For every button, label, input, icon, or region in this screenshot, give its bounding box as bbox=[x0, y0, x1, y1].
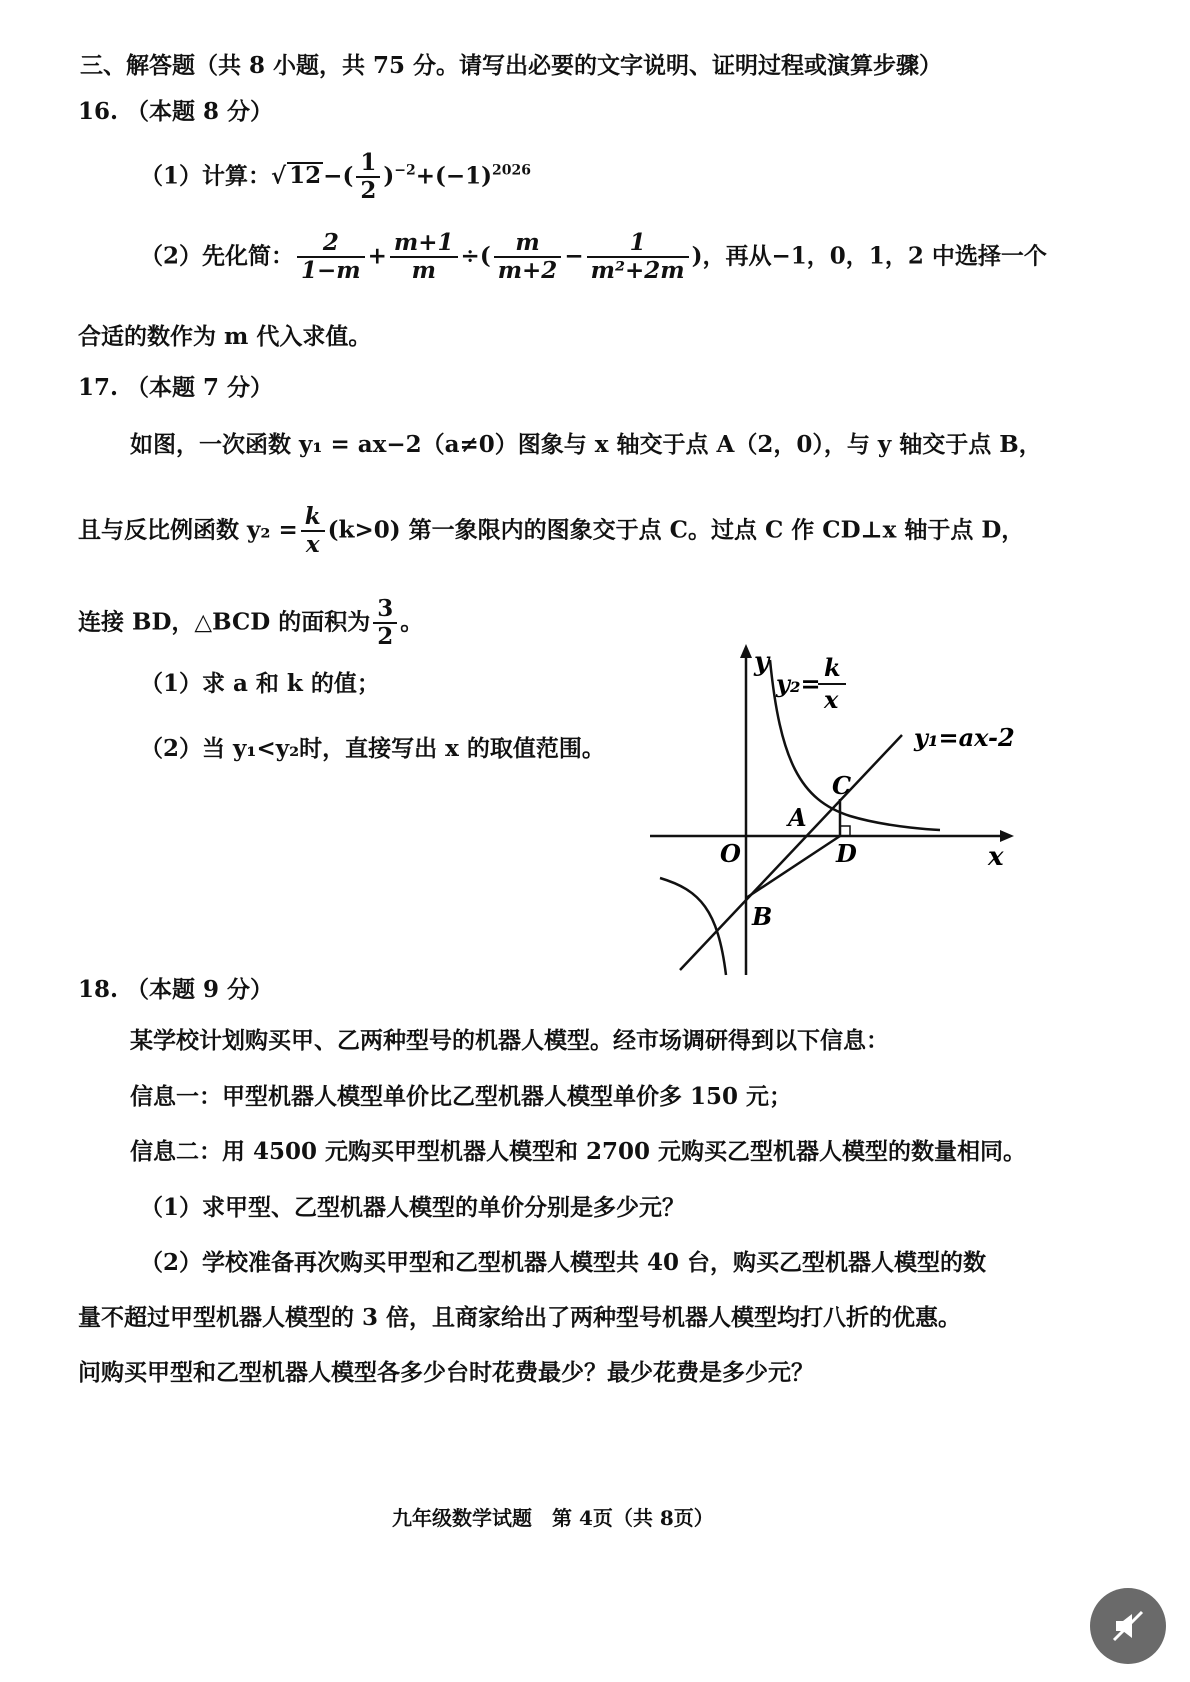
label-y2-den: x bbox=[824, 685, 839, 714]
fraction-den: m bbox=[411, 257, 436, 285]
line-y1 bbox=[680, 735, 902, 970]
page-footer: 九年级数学试题 第 4页（共 8页） bbox=[392, 1506, 714, 1530]
fraction-num: m bbox=[494, 230, 562, 258]
fraction-k-over-x bbox=[301, 504, 325, 559]
label-x: x bbox=[988, 842, 1004, 872]
q18-sub2-line1: （2）学校准备再次购买甲型和乙型机器人模型共 40 台，购买乙型机器人模型的数 bbox=[140, 1249, 987, 1276]
q17-text-line2b: (k>0) 第一象限内的图象交于点 C。过点 C 作 CD⊥x 轴于点 D， bbox=[327, 516, 1025, 544]
fraction-den: 2 bbox=[360, 177, 377, 205]
fraction-three-halves bbox=[373, 596, 397, 651]
label-d: D bbox=[836, 839, 857, 868]
fraction-den: 2 bbox=[377, 623, 394, 651]
label-b: B bbox=[752, 902, 773, 931]
q17-text-line2a: 且与反比例函数 y₂ = bbox=[78, 516, 298, 544]
q16-part2-continued: 合适的数作为 m 代入求值。 bbox=[78, 323, 372, 350]
q18-sub2-line2: 量不超过甲型机器人模型的 3 倍，且商家给出了两种型号机器人模型均打八折的优惠。 bbox=[78, 1304, 962, 1331]
segment-bd bbox=[746, 836, 840, 898]
fraction-num: 3 bbox=[373, 596, 397, 624]
sound-toggle-button[interactable] bbox=[1090, 1588, 1166, 1664]
label-y: y bbox=[754, 647, 770, 677]
speaker-muted-icon bbox=[1108, 1606, 1148, 1646]
q16-header: 16. （本题 8 分） bbox=[78, 98, 274, 125]
q17-text-line2 bbox=[78, 504, 1024, 559]
fraction-num: 2 bbox=[297, 230, 365, 258]
minus-sign: − bbox=[323, 162, 343, 190]
x-axis-arrow-icon bbox=[1000, 830, 1014, 842]
q18-info1: 信息一：甲型机器人模型单价比乙型机器人模型单价多 150 元； bbox=[130, 1083, 793, 1110]
fraction-num: k bbox=[301, 504, 325, 532]
right-angle-mark bbox=[840, 826, 850, 836]
section-heading: 三、解答题（共 8 小题，共 75 分。请写出必要的文字说明、证明过程或演算步骤） bbox=[80, 52, 943, 79]
sqrt-radicand: 12 bbox=[289, 162, 322, 190]
fraction-half bbox=[356, 150, 380, 205]
exponent-2026: 2026 bbox=[492, 162, 531, 179]
label-c: C bbox=[832, 771, 852, 800]
fraction-num: 1 bbox=[587, 230, 689, 258]
label-y2: y₂= bbox=[776, 669, 821, 698]
q17-sub2: （2）当 y₁<y₂时，直接写出 x 的取值范围。 bbox=[140, 735, 605, 762]
label-a: A bbox=[788, 803, 807, 832]
q17-text-line3b: 。 bbox=[400, 608, 424, 636]
exponent-neg2: −2 bbox=[394, 162, 416, 179]
q16-part2-label: （2）先化简： bbox=[140, 242, 295, 270]
fraction-4 bbox=[587, 230, 689, 285]
q16-part2: （2）先化简： $\frac{2}{1-m}$ + $\frac{m+1}{m}$ ÷( $\frac{m}{m+2}$ − $\frac{1}{\text{m²+2m}}$ )，再从−1，0，1，2 中选择一个 bbox=[140, 229, 1047, 285]
fraction-den: m+2 bbox=[497, 257, 558, 285]
q18-sub1: （1）求甲型、乙型机器人模型的单价分别是多少元？ bbox=[140, 1194, 686, 1221]
fraction-num: 1 bbox=[356, 150, 380, 178]
q16-part1: （1）计算：√ 12−( $\frac{1}{2}$ )$^{-2}+(-1)^{2026}$ bbox=[140, 149, 531, 205]
q18-sub2-line3: 问购买甲型和乙型机器人模型各多少台时花费最少？最少花费是多少元？ bbox=[78, 1359, 814, 1386]
fraction-2 bbox=[390, 230, 458, 285]
q17-text-line1: 如图，一次函数 y₁ = ax−2（a≠0）图象与 x 轴交于点 A（2，0），与 y 轴交于点 B， bbox=[130, 431, 1042, 458]
label-y2-num: k bbox=[824, 653, 841, 682]
q17-header: 17. （本题 7 分） bbox=[78, 374, 274, 401]
q18-info2: 信息二：用 4500 元购买甲型机器人模型和 2700 元购买乙型机器人模型的数量相同。 bbox=[130, 1138, 1027, 1165]
q16-part2-suffix: ，再从−1，0，1，2 中选择一个 bbox=[702, 242, 1047, 270]
q18-intro: 某学校计划购买甲、乙两种型号的机器人模型。经市场调研得到以下信息： bbox=[130, 1027, 889, 1054]
label-o: O bbox=[720, 839, 741, 868]
fraction-den: 1−m bbox=[301, 257, 361, 285]
fraction-num: m+1 bbox=[390, 230, 458, 258]
q17-sub1: （1）求 a 和 k 的值； bbox=[140, 670, 380, 697]
fraction-den: m²+2m bbox=[590, 257, 685, 285]
q18-header: 18. （本题 9 分） bbox=[78, 976, 274, 1003]
fraction-3 bbox=[494, 230, 562, 285]
fraction-1 bbox=[297, 230, 365, 285]
hyperbola-branch-q3 bbox=[660, 878, 726, 975]
q17-text-line3 bbox=[78, 596, 423, 651]
function-graph bbox=[640, 640, 1020, 980]
y-axis-arrow-icon bbox=[740, 644, 752, 658]
plus-neg-one: +(−1) bbox=[415, 162, 493, 190]
q16-part1-label: （1）计算： bbox=[140, 162, 272, 190]
fraction-den: x bbox=[305, 531, 320, 559]
q17-text-line3a: 连接 BD，△BCD 的面积为 bbox=[78, 608, 371, 636]
label-y1: y₁=ax-2 bbox=[914, 723, 1015, 752]
